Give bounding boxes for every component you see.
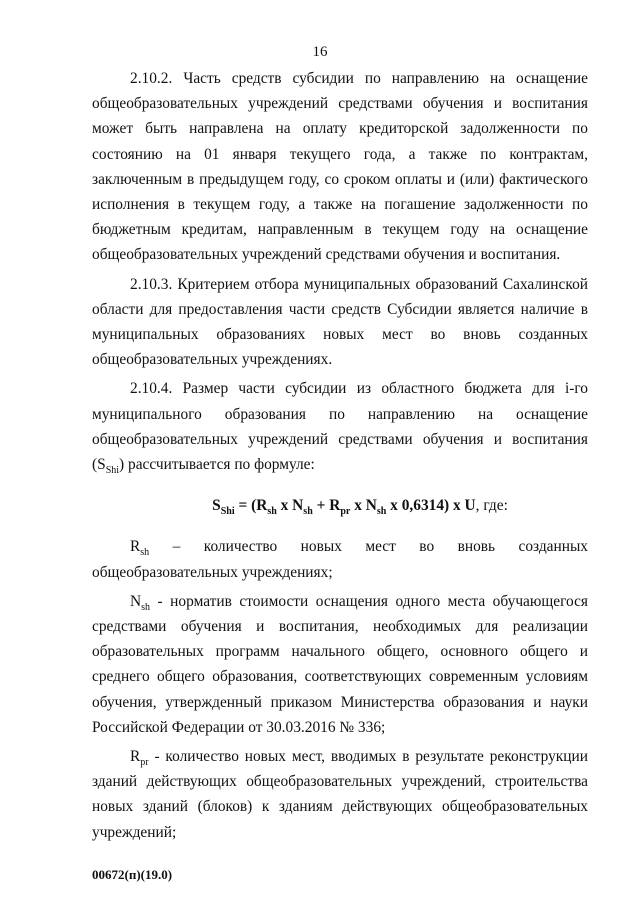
formula-x2: x N xyxy=(350,497,377,515)
definition-rsh xyxy=(92,534,588,584)
paragraph-2-10-4-end: ) рассчитывается по формуле: xyxy=(119,456,315,474)
definition-nsh xyxy=(92,589,588,740)
subsidy-formula xyxy=(92,493,588,518)
formula-plus: + R xyxy=(312,497,341,515)
rpr-definition: - количество новых мест, вводимых в результате реконструкции зданий действующих общеобразовательных учреждений, строительства новых зданий (блоков) к зданиям действующих общеобразовательных учреждений; xyxy=(92,748,588,841)
paragraph-2-10-3: 2.10.3. Критерием отбора муниципальных образований Сахалинской области для предоставления части средств Субсидии является наличие в муниципальных образованиях новых мест во вновь созданных общеобразовательных учреждениях. xyxy=(92,275,588,369)
definition-rpr xyxy=(92,744,588,845)
rsh-definition: – количество новых мест во вновь созданных общеобразовательных учреждениях; xyxy=(92,538,588,581)
document-body xyxy=(92,66,588,845)
formula-n1-sub: sh xyxy=(303,506,313,518)
formula-tail: , где: xyxy=(475,497,508,515)
formula-r2-sub: pr xyxy=(340,506,351,518)
s-shi-subscript: Shi xyxy=(105,465,120,477)
nsh-symbol: N xyxy=(130,592,142,610)
formula-x1: x N xyxy=(276,497,304,515)
formula-s: S xyxy=(212,497,221,515)
paragraph-2-10-2: 2.10.2. Часть средств субсидии по направлению на оснащение общеобразовательных учреждений средствами обучения и воспитания может быть направлена на оплату кредиторской задолженности по состоянию на 01 января текущего года, а также по контрактам, заключенным в предыдущем году, со сроком оплаты и (или) фактического исполнения в текущем году, а также на погашение задолженности по бюджетным кредитам, направленным в текущем году на оснащение общеобразовательных учреждений средствами обучения и воспитания. xyxy=(92,70,588,264)
rsh-subscript: sh xyxy=(140,547,150,559)
formula-n2-sub: sh xyxy=(376,506,387,518)
rsh-symbol: R xyxy=(130,538,141,556)
formula-r1-sub: sh xyxy=(267,506,277,518)
document-code: 00672(п)(19.0) xyxy=(92,867,173,882)
paragraph-2-10-4-text: 2.10.4. Размер части субсидии из областного бюджета для i-го муниципального образования по направлению на оснащение общеобразовательных учреждений средствами обучения и воспитания (S xyxy=(92,380,588,474)
rpr-subscript: pr xyxy=(140,757,149,769)
paragraph-2-10-4 xyxy=(92,376,588,477)
nsh-definition: - норматив стоимости оснащения одного места обучающегося средствами обучения и воспитания, необходимых для реализации образовательных программ начального общего, основного общего и среднего общего образования, соответствующих современным условиям обучения, утвержденный приказом Министерства образования и науки Российской Федерации от 30.03.2016 № 336; xyxy=(92,592,588,736)
formula-eq-open: = (R xyxy=(234,497,268,515)
nsh-subscript: sh xyxy=(141,601,151,613)
formula-s-sub: Shi xyxy=(220,506,235,518)
formula-coef: x 0,6314) x U xyxy=(386,497,476,515)
page-number: 16 xyxy=(312,44,328,60)
rpr-symbol: R xyxy=(130,748,141,766)
